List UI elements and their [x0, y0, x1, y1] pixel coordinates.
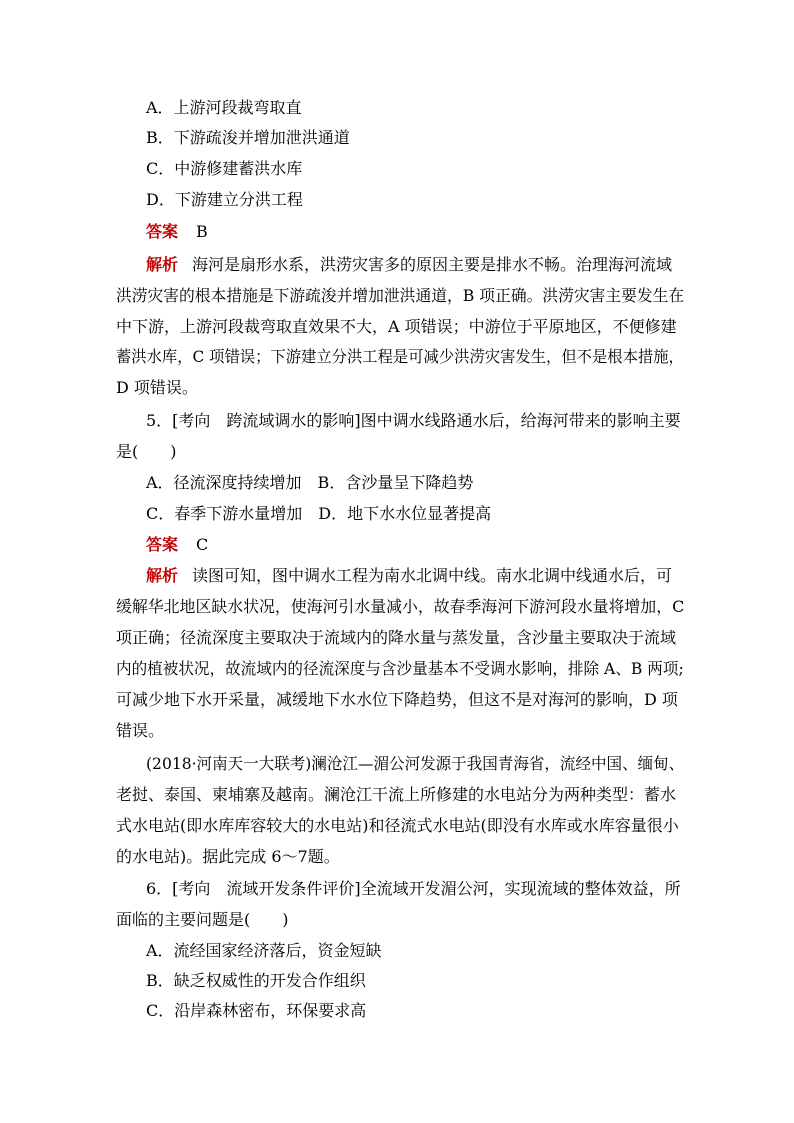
q5-analysis-line-1: 解析 读图可知，图中调水工程为南水北调中线。南水北调中线通水后，可 — [146, 564, 672, 588]
intro-line-2: 老挝、泰国、柬埔寨及越南。澜沧江干流上所修建的水电站分为两种类型：蓄水 — [116, 785, 677, 804]
q4-analysis-line-4: 蓄洪水库，C 项错误；下游建立分洪工程是可减少洪涝灾害发生，但不是根本措施， — [116, 347, 684, 366]
q6-option-c: C．沿岸森林密布，环保要求高 — [146, 1001, 367, 1020]
q6-option-b: B．缺乏权威性的开发合作组织 — [146, 971, 366, 990]
q5-analysis-line-5: 可减少地下水开采量，减缓地下水水位下降趋势，但这不是对海河的影响，D 项 — [116, 690, 678, 709]
analysis-label: 解析 — [146, 255, 179, 274]
q4-option-d: D．下游建立分洪工程 — [146, 190, 303, 209]
q4-option-b: B．下游疏浚并增加泄洪通道 — [146, 128, 350, 147]
q4-analysis-line-5: D 项错误。 — [116, 378, 198, 397]
answer-value: C — [196, 535, 209, 554]
intro-line-3: 式水电站(即水库库容较大的水电站)和径流式水电站(即没有水库或水库容量很小 — [116, 816, 679, 835]
q4-option-c: C．中游修建蓄洪水库 — [146, 159, 303, 178]
q5-analysis-line-3: 项正确；径流深度主要取决于流域内的降水量与蒸发量，含沙量主要取决于流域 — [116, 628, 677, 647]
q5-analysis-line-2: 缓解华北地区缺水状况，使海河引水量减小，故春季海河下游河段水量将增加，C — [116, 597, 685, 616]
q4-option-a: A．上游河段裁弯取直 — [146, 98, 302, 117]
q6-stem-line-2: 面临的主要问题是( ) — [116, 910, 289, 929]
intro-line-1: (2018·河南天一大联考)澜沧江—湄公河发源于我国青海省，流经中国、缅甸、 — [146, 754, 685, 773]
q4-analysis-line-3: 中下游，上游河段裁弯取直效果不大，A 项错误；中游位于平原地区，不便修建 — [116, 317, 677, 336]
q5-stem-line-2: 是( ) — [116, 442, 177, 461]
q4-analysis-line-1: 解析 海河是扇形水系，洪涝灾害多的原因主要是排水不畅。治理海河流域 — [146, 253, 672, 277]
answer-label: 答案 — [146, 535, 179, 554]
q5-analysis-line-4: 内的植被状况，故流域内的径流深度与含沙量基本不受调水影响，排除 A、B 两项; — [116, 659, 684, 678]
answer-label: 答案 — [146, 222, 179, 241]
q6-option-a: A．流经国家经济落后，资金短缺 — [146, 941, 382, 960]
q5-stem-line-1: 5．[考向 跨流域调水的影响]图中调水线路通水后，给海河带来的影响主要 — [146, 411, 681, 430]
q5-answer — [146, 533, 208, 557]
q5-analysis-line-6: 错误。 — [116, 721, 165, 740]
q5-options-ab: A．径流深度持续增加 B．含沙量呈下降趋势 — [146, 473, 474, 492]
analysis-label: 解析 — [146, 566, 179, 585]
q5-options-cd: C．春季下游水量增加 D．地下水水位显著提高 — [146, 504, 492, 523]
intro-line-4: 的水电站)。据此完成 6～7题。 — [116, 847, 340, 866]
q4-answer — [146, 220, 208, 244]
q6-stem-line-1: 6．[考向 流域开发条件评价]全流域开发湄公河，实现流域的整体效益，所 — [146, 879, 681, 898]
answer-value: B — [196, 222, 208, 241]
q4-analysis-line-2: 洪涝灾害的根本措施是下游疏浚并增加泄洪通道，B 项正确。洪涝灾害主要发生在 — [116, 286, 685, 305]
